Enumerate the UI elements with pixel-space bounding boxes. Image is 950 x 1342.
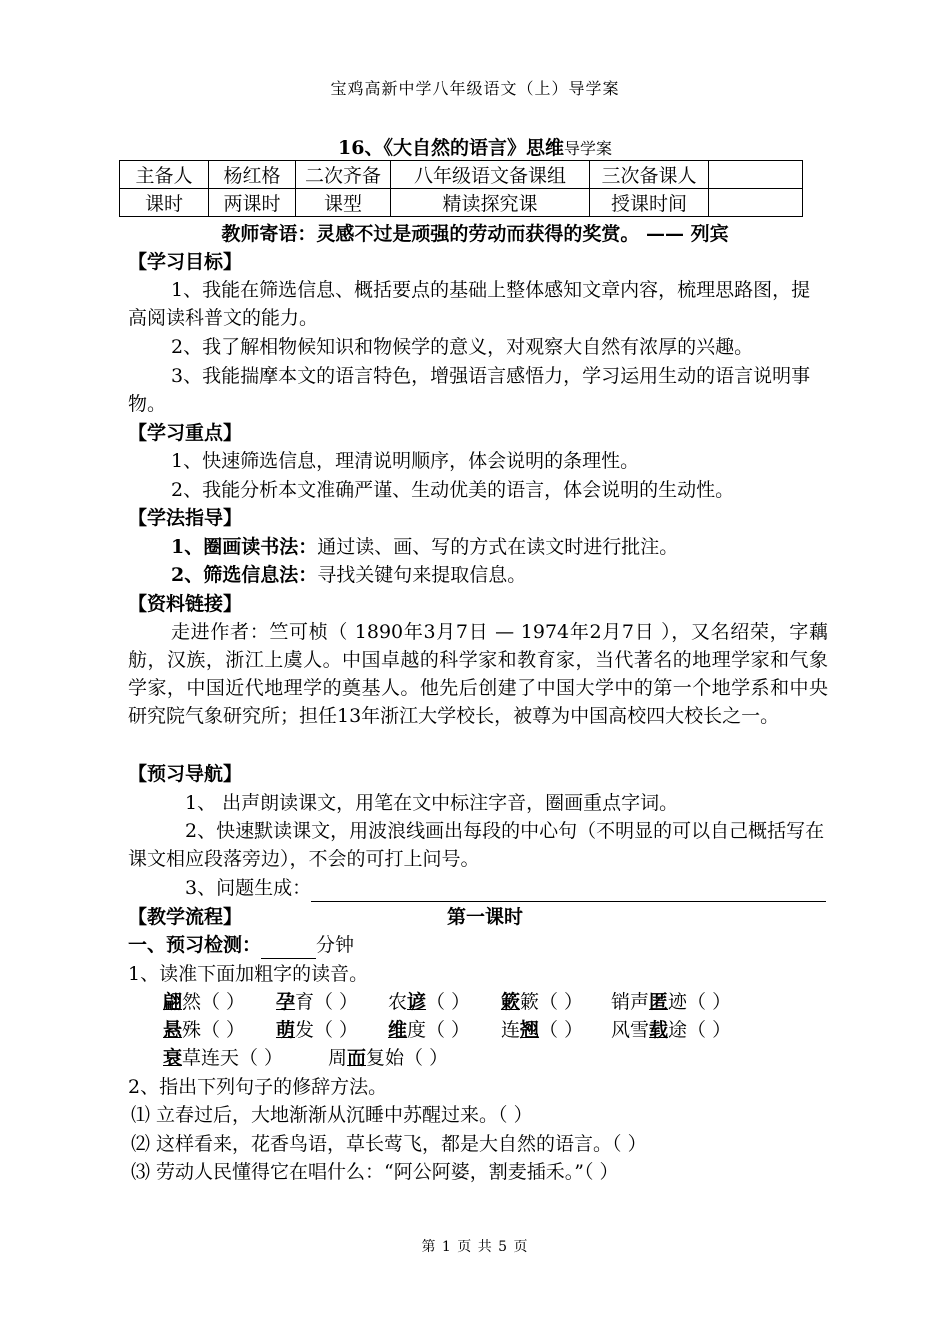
table-cell: 授课时间 — [590, 189, 709, 217]
method-item — [171, 561, 526, 589]
sentence-item: ⑴ 立春过后，大地渐渐从沉睡中苏醒过来。（ ） — [131, 1104, 533, 1126]
focus-item: 2、我能分析本文准确严谨、生动优美的语言，体会说明的生动性。 — [171, 479, 735, 501]
page-header: 宝鸡高新中学八年级语文（上）导学案 — [330, 79, 620, 98]
table-cell: 两课时 — [209, 189, 296, 217]
table-cell: 主备人 — [120, 161, 209, 189]
method-label: 2、筛选信息法： — [171, 564, 318, 586]
answer-blank[interactable] — [311, 881, 826, 902]
preview-item — [185, 874, 826, 902]
preview-item: 2、快速默读课文，用波浪线画出每段的中心句（不明显的可以自己概括写在课文相应段落旁边），不会的可打上问号。 — [128, 820, 825, 870]
focus-heading: 【学习重点】 — [128, 422, 243, 444]
question: 2、指出下列句子的修辞方法。 — [128, 1076, 388, 1098]
goal-item: 1、我能在筛选信息、概括要点的基础上整体感知文章内容，梳理思路图，提高阅读科普文的能力。 — [128, 279, 811, 329]
word-item: 萌发（ ） — [276, 1019, 359, 1041]
doc-title — [0, 133, 950, 160]
word-row — [163, 988, 731, 1016]
word-row — [163, 1016, 731, 1044]
lesson-title: 第一课时 — [447, 906, 524, 928]
word-item: 维度（ ） — [388, 1019, 471, 1041]
info-table — [119, 160, 803, 217]
teacher-motto: 教师寄语：灵感不过是顽强的劳动而获得的奖赏。 —— 列宾 — [221, 223, 729, 245]
method-label: 1、圈画读书法： — [171, 536, 318, 558]
sentence-item: ⑵ 这样看来，花香鸟语，草长莺飞，都是大自然的语言。（ ） — [131, 1133, 647, 1155]
word-item: 孕育（ ） — [276, 991, 359, 1013]
method-heading: 【学法指导】 — [128, 507, 243, 529]
flow-heading: 【教学流程】 — [128, 906, 243, 928]
table-cell — [709, 161, 803, 189]
table-row — [120, 189, 803, 217]
table-cell: 三次备课人 — [590, 161, 709, 189]
preview-check — [128, 931, 354, 959]
doc-title-main: 16、《大自然的语言》思维 — [338, 137, 564, 159]
word-row — [163, 1044, 448, 1072]
minutes-blank[interactable] — [261, 938, 316, 959]
word-item: 连翘（ ） — [501, 1019, 584, 1041]
focus-item: 1、快速筛选信息，理清说明顺序，体会说明的条理性。 — [171, 450, 640, 472]
doc-title-sub: 导学案 — [563, 139, 612, 158]
table-cell: 二次齐备 — [296, 161, 391, 189]
word-item: 周而复始（ ） — [328, 1047, 449, 1069]
preview-heading: 【预习导航】 — [128, 763, 243, 785]
word-item: 簌簌（ ） — [501, 991, 584, 1013]
question: 1、读准下面加粗字的读音。 — [128, 963, 369, 985]
table-row — [120, 161, 803, 189]
method-item — [171, 533, 678, 561]
table-cell: 课时 — [120, 189, 209, 217]
sentence-item: ⑶ 劳动人民懂得它在唱什么：“阿公阿婆，割麦插禾。”（ ） — [131, 1161, 619, 1183]
method-text: 通过读、画、写的方式在读文时进行批注。 — [317, 536, 679, 558]
table-cell — [709, 189, 803, 217]
resource-heading: 【资料链接】 — [128, 593, 243, 615]
word-item: 销声匿迹（ ） — [611, 991, 732, 1013]
word-item: 农谚（ ） — [388, 991, 471, 1013]
word-item: 风雪载途（ ） — [611, 1019, 732, 1041]
preview-item: 1、 出声朗读课文，用笔在文中标注字音，圈画重点字词。 — [185, 792, 679, 814]
method-text: 寻找关键句来提取信息。 — [317, 564, 527, 586]
word-item: 衰草连天（ ） — [163, 1047, 284, 1069]
word-item: 悬殊（ ） — [163, 1019, 246, 1041]
goal-item: 2、我了解相物候知识和物候学的意义，对观察大自然有浓厚的兴趣。 — [171, 336, 754, 358]
page-footer: 第 1 页 共 5 页 — [421, 1239, 529, 1255]
check-label: 一、预习检测： — [128, 934, 262, 956]
table-cell: 杨红格 — [209, 161, 296, 189]
word-item: 翩然（ ） — [163, 991, 246, 1013]
resource-text: 走进作者：竺可桢（ 1890年3月7日 — 1974年2月7日 ），又名绍荣，字藕舫，汉族，浙江上虞人。中国卓越的科学家和教育家，当代著名的地理学家和气象学家，中国近代地理学的奠基人。他先后创建了中国大学中的第一个地学系和中央研究院气象研究所；担任13年浙江大学校长，被尊为中国高校四大校长之一。 — [128, 621, 828, 727]
preview-item-label: 3、问题生成： — [185, 877, 312, 899]
check-unit: 分钟 — [316, 934, 355, 956]
goal-item: 3、我能揣摩本文的语言特色，增强语言感悟力，学习运用生动的语言说明事物。 — [128, 365, 811, 415]
goals-heading: 【学习目标】 — [128, 251, 243, 273]
table-cell: 八年级语文备课组 — [391, 161, 590, 189]
table-cell: 课型 — [296, 189, 391, 217]
table-cell: 精读探究课 — [391, 189, 590, 217]
